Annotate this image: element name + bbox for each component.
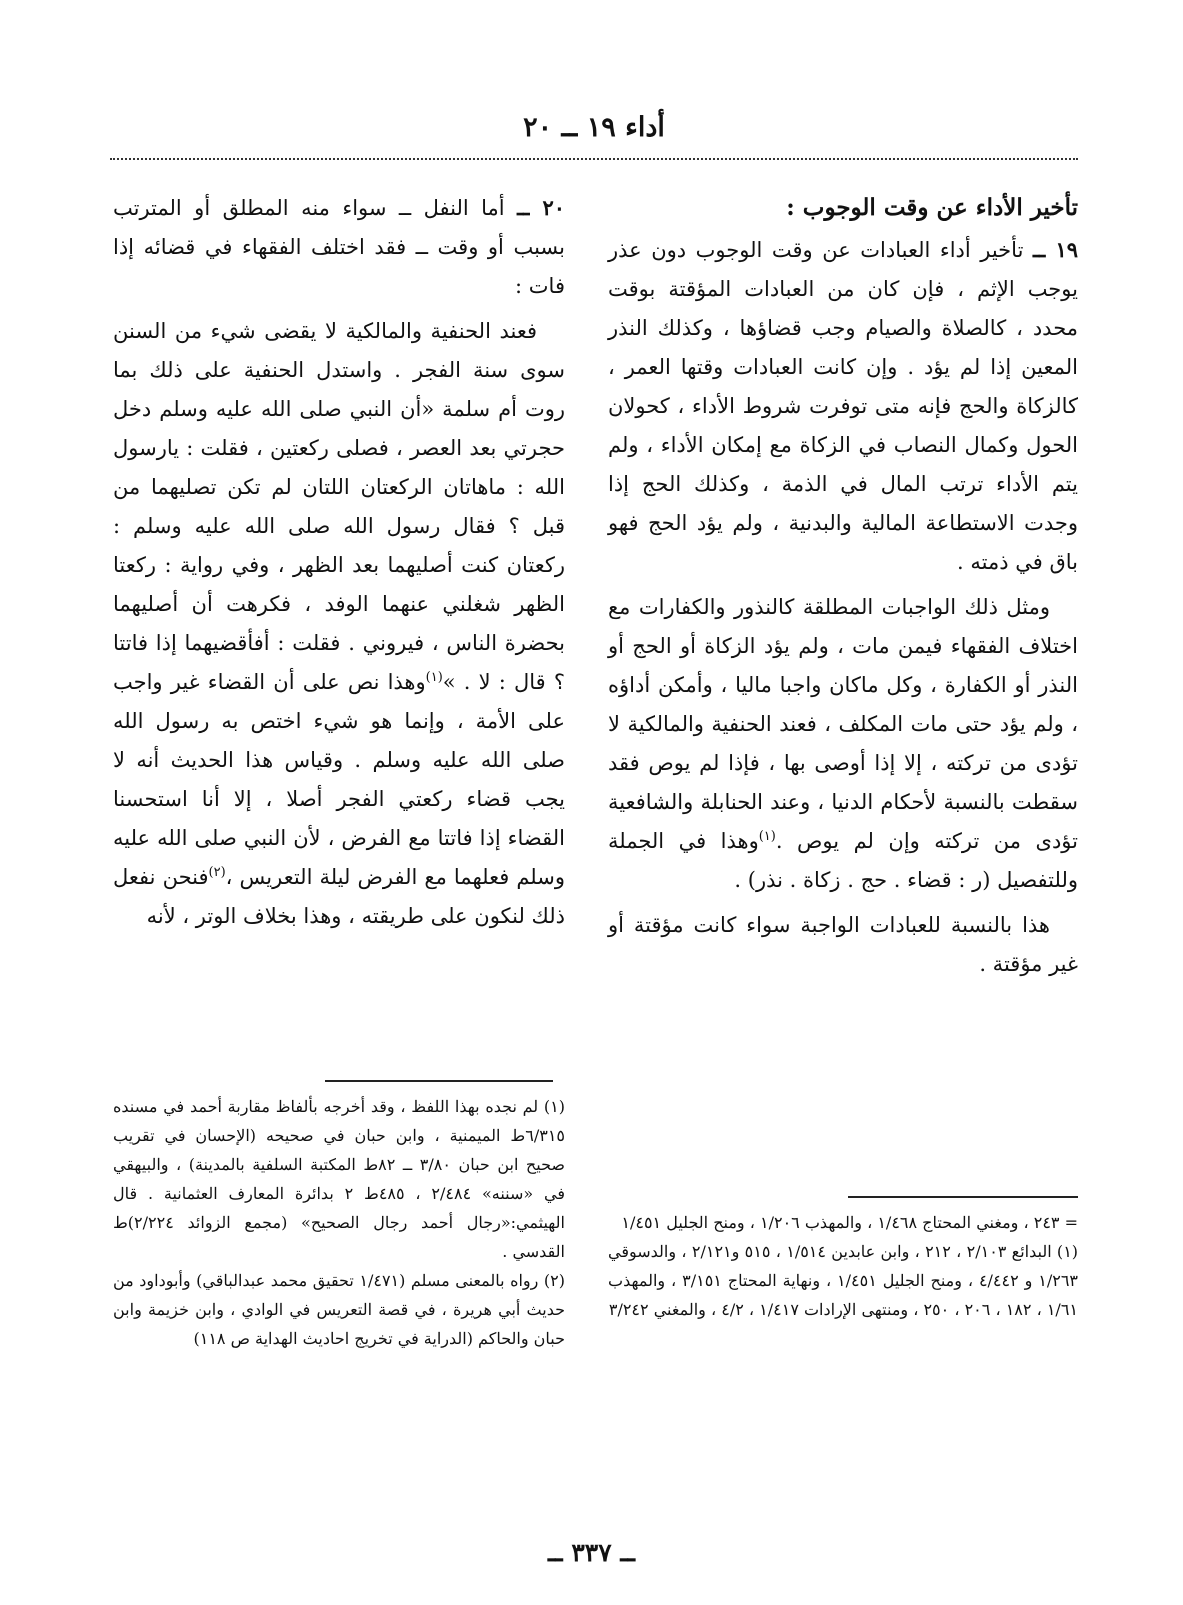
paragraph-text: فعند الحنفية والمالكية لا يقضى شيء من السنن سوى سنة الفجر . واستدل الحنفية على ذلك بما روت أم سلمة «أن النبي صلى الله عليه وسلم دخل حجرتي بعد العصر ، فصلى ركعتين ، فقلت : يارسول الله : ماهاتان الركعتان اللتان لم تكن تصليهما من قبل ؟ فقال رسول الله صلى الله عليه وسلم : ركعتان كنت أصليهما بعد الظهر ، وفي رواية : ركعتا الظهر شغلني عنهما الوفد ، فكرهت أن أصليهما بحضرة الناس ، فيروني . فقلت : أفأقضيهما إذا فاتتا ؟ قال : لا . » (113, 319, 565, 694)
footnote-continuation: = ٢٤٣ ، ومغني المحتاج ١/٤٦٨ ، والمهذب ١/٢٠٦ ، ومنح الجليل ١/٤٥١ (621, 1213, 1078, 1232)
paragraph-text: وهذا في الجملة وللتفصيل (ر : قضاء . حج . زكاة . نذر) . (608, 829, 1078, 892)
right-column (608, 188, 1078, 990)
footnote-1: (١) لم نجده بهذا اللفظ ، وقد أخرجه بألفاظ مقاربة أحمد في مسنده ٦/٣١٥ط الميمنية ، وابن حبان في صحيحه (الإحسان في تقريب صحيح ابن حبان ٣/٨٠ ــ ٨٢ط المكتبة السلفية بالمدينة) ، والبيهقي في «سننه» ٢/٤٨٤ ، ٤٨٥ط ٢ بدائرة المعارف العثمانية . قال الهيثمي:«رجال أحمد رجال الصحيح» (مجمع الزوائد ٢/٢٢٤)ط القدسي . (113, 1097, 566, 1261)
paragraph-19 (608, 230, 1078, 582)
paragraph-number: ١٩ ــ (1032, 237, 1078, 262)
footnote-divider (325, 1080, 553, 1082)
page-number: ــ ٣٣٧ ــ (547, 1538, 635, 1567)
paragraph-text: فنحن نفعل ذلك لنكون على طريقته ، وهذا بخلاف الوتر ، لأنه (113, 865, 565, 928)
footnotes-right (608, 1208, 1078, 1324)
footnote-2: (٢) رواه بالمعنى مسلم (١/٤٧١ تحقيق محمد عبدالباقي) وأبوداود من حديث أبي هريرة ، في قصة التعريس في الوادي ، وابن خزيمة وابن حبان والحاكم (الدراية في تخريج احاديث الهداية ص ١١٨) (113, 1271, 566, 1348)
footnote-1: (١) البدائع ٢/١٠٣ ، ٢١٢ ، وابن عابدين ١/٥١٤ ، ٥١٥ و٢/١٢١ ، والدسوقي ١/٢٦٣ و ٤/٤٤٢ ، ومنح الجليل ١/٤٥١ ، ونهاية المحتاج ٣/١٥١ ، والمهذب ١/٦١ ، ١٨٢ ، ٢٠٦ ، ٢٥٠ ، ومنتهى الإرادات ١/٤١٧ ، ٤/٢ ، والمغني ٣/٢٤٢ (608, 1242, 1079, 1319)
header-divider (110, 158, 1078, 160)
left-column (113, 188, 565, 942)
paragraph-number: ٢٠ ــ (517, 195, 565, 220)
paragraph-obligations (608, 588, 1078, 900)
footnotes-left (113, 1092, 565, 1353)
footnote-reference: (١) (425, 670, 443, 685)
running-header: أداء ١٩ ــ ٢٠ (523, 112, 665, 143)
footnote-divider (848, 1196, 1078, 1198)
footnote-reference: (١) (758, 829, 776, 844)
paragraph-summary: هذا بالنسبة للعبادات الواجبة سواء كانت مؤقتة أو غير مؤقتة . (608, 913, 1078, 976)
paragraph-hanafi (113, 312, 565, 936)
paragraph-text: ومثل ذلك الواجبات المطلقة كالنذور والكفارات مع اختلاف الفقهاء فيمن مات ، ولم يؤد الزكاة أو الحج أو النذر أو الكفارة ، وكل ماكان واجبا ماليا ، وأمكن أداؤه ، ولم يؤد حتى مات المكلف ، فعند الحنفية والمالكية لا تؤدى من تركته ، إلا إذا أوصى بها ، فإذا لم يوص فقد سقطت بالنسبة لأحكام الدنيا ، وعند الحنابلة والشافعية تؤدى من تركته وإن لم يوص . (608, 595, 1078, 853)
paragraph-text: وهذا نص على أن القضاء غير واجب على الأمة ، وإنما هو شيء اختص به رسول الله صلى الله عليه وسلم . وقياس هذا الحديث أنه لا يجب قضاء ركعتي الفجر أصلا ، إلا أنا استحسنا القضاء إذا فاتتا مع الفرض ، لأن النبي صلى الله عليه وسلم فعلهما مع الفرض ليلة التعريس ، (113, 670, 565, 889)
footnote-reference: (٢) (208, 865, 226, 880)
section-heading: تأخير الأداء عن وقت الوجوب : (786, 194, 1078, 221)
paragraph-20 (113, 188, 565, 306)
paragraph-text: تأخير أداء العبادات عن وقت الوجوب دون عذر يوجب الإثم ، فإن كان من العبادات المؤقتة بوقت محدد ، كالصلاة والصيام وجب قضاؤها ، وكذلك النذر المعين إذا لم يؤد . وإن كانت العبادات وقتها العمر ، كالزكاة والحج فإنه متى توفرت شروط الأداء ، كحولان الحول وكمال النصاب في الزكاة مع إمكان الأداء ، ولم يتم الأداء ترتب المال في الذمة ، وكذلك الحج إذا وجدت الاستطاعة المالية والبدنية ، ولم يؤد الحج فهو باق في ذمته . (608, 238, 1078, 574)
paragraph-text: أما النفل ــ سواء منه المطلق أو المترتب بسبب أو وقت ــ فقد اختلف الفقهاء في قضائه إذا فات : (113, 196, 565, 298)
